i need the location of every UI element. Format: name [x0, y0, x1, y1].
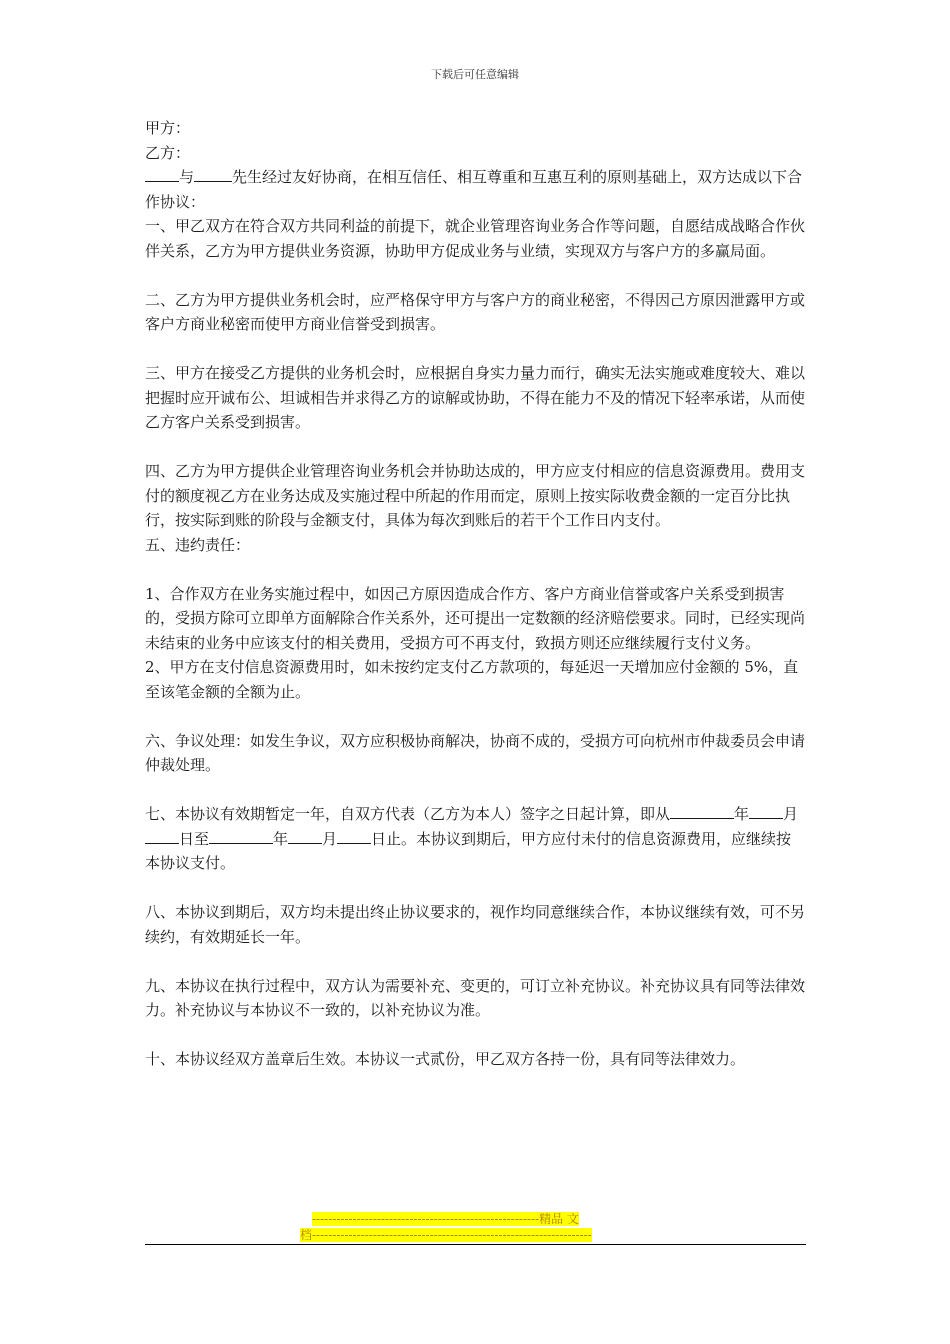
clause-7: 七、本协议有效期暂定一年，自双方代表（乙方为本人）签字之日起计算，即从 年 月日至 年 月 日止。本协议到期后，甲方应付未付的信息资源费用，应继续按本协议支付。: [145, 805, 799, 872]
clause-8: 八、本协议到期后，双方均未提出终止协议要求的，视作均同意继续合作，本协议继续有效，可不另续约，有效期延长一年。: [145, 903, 806, 946]
clause-5-title: 五、违约责任：: [145, 535, 251, 554]
intro-paragraph: [145, 165, 805, 214]
blank-field: [670, 803, 734, 819]
clause-3: 三、甲方在接受乙方提供的业务机会时，应根据自身实力量力而行，确实无法实施或难度较大、难以把握时应开诚布公、坦诚相告并求得乙方的谅解或协助，不得在能力不及的情况下轻率承诺，从而使乙方客户关系受到损害。: [145, 364, 806, 431]
party-b-line: 乙方：: [145, 143, 191, 162]
clause-2: 二、乙方为甲方提供业务机会时，应严格保守甲方与客户方的商业秘密，不得因己方原因泄露甲方或客户方商业秘密而使甲方商业信誉受到损害。: [145, 290, 806, 333]
footer-line-1: --------------------------------------------------------精品 文: [312, 1212, 579, 1226]
blank-field: [288, 828, 322, 844]
clause-6: 六、争议处理：如发生争议，双方应积极协商解决，协商不成的，受损方可向杭州市仲裁委员会申请仲裁处理。: [145, 731, 806, 774]
clause-5-item-2: 2、甲方在支付信息资源费用时，如未按约定支付乙方款项的，每延迟一天增加应付金额的 5%，直至该笔金额的全额为止。: [145, 658, 799, 701]
agreement-body: [145, 116, 805, 1072]
intro-text-1: 与: [179, 168, 195, 186]
party-a-line: 甲方：: [145, 119, 191, 137]
blank-field: [145, 166, 179, 182]
footer-watermark: [300, 1211, 650, 1243]
blank-field: [337, 828, 371, 844]
intro-text-2: 先生经过友好协商，在相互信任、相互尊重和互惠互利的原则基础上，双方达成以下合作协议：: [145, 168, 803, 211]
footer-line-2: 档---------------------------------------------------------------------: [300, 1228, 592, 1242]
clause-9: 九、本协议在执行过程中，双方认为需要补充、变更的，可订立补充协议。补充协议具有同等法律效力。补充协议与本协议不一致的，以补充协议为准。: [145, 976, 806, 1019]
clause-5-item-1: 1、合作双方在业务实施过程中，如因己方原因造成合作方、客户方商业信誉或客户关系受到损害的，受损方除可立即单方面解除合作关系外，还可提出一定数额的经济赔偿要求。同时，已经实现尚未结束的业务中应该支付的相关费用，受损方可不再支付，致损方则还应继续履行支付义务。: [145, 584, 806, 652]
blank-field: [209, 828, 273, 844]
clause-10: 十、本协议经双方盖章后生效。本协议一式贰份，甲乙双方各持一份，具有同等法律效力。: [145, 1050, 746, 1068]
clause-4: 四、乙方为甲方提供企业管理咨询业务机会并协助达成的，甲方应支付相应的信息资源费用。费用支付的额度视乙方在业务达成及实施过程中所起的作用而定，原则上按实际收费金额的一定百分比执行，按实际到账的阶段与金额支付，具体为每次到账后的若干个工作日内支付。: [145, 462, 806, 529]
footer-rule: [145, 1244, 806, 1245]
page-header: 下载后可任意编辑: [431, 68, 519, 81]
blank-field: [749, 803, 783, 819]
blank-field: [194, 166, 232, 182]
blank-field: [145, 828, 179, 844]
clause-1: 一、甲乙双方在符合双方共同利益的前提下，就企业管理咨询业务合作等问题，自愿结成战略合作伙伴关系，乙方为甲方提供业务资源，协助甲方促成业务与业绩，实现双方与客户方的多赢局面。: [145, 217, 806, 260]
